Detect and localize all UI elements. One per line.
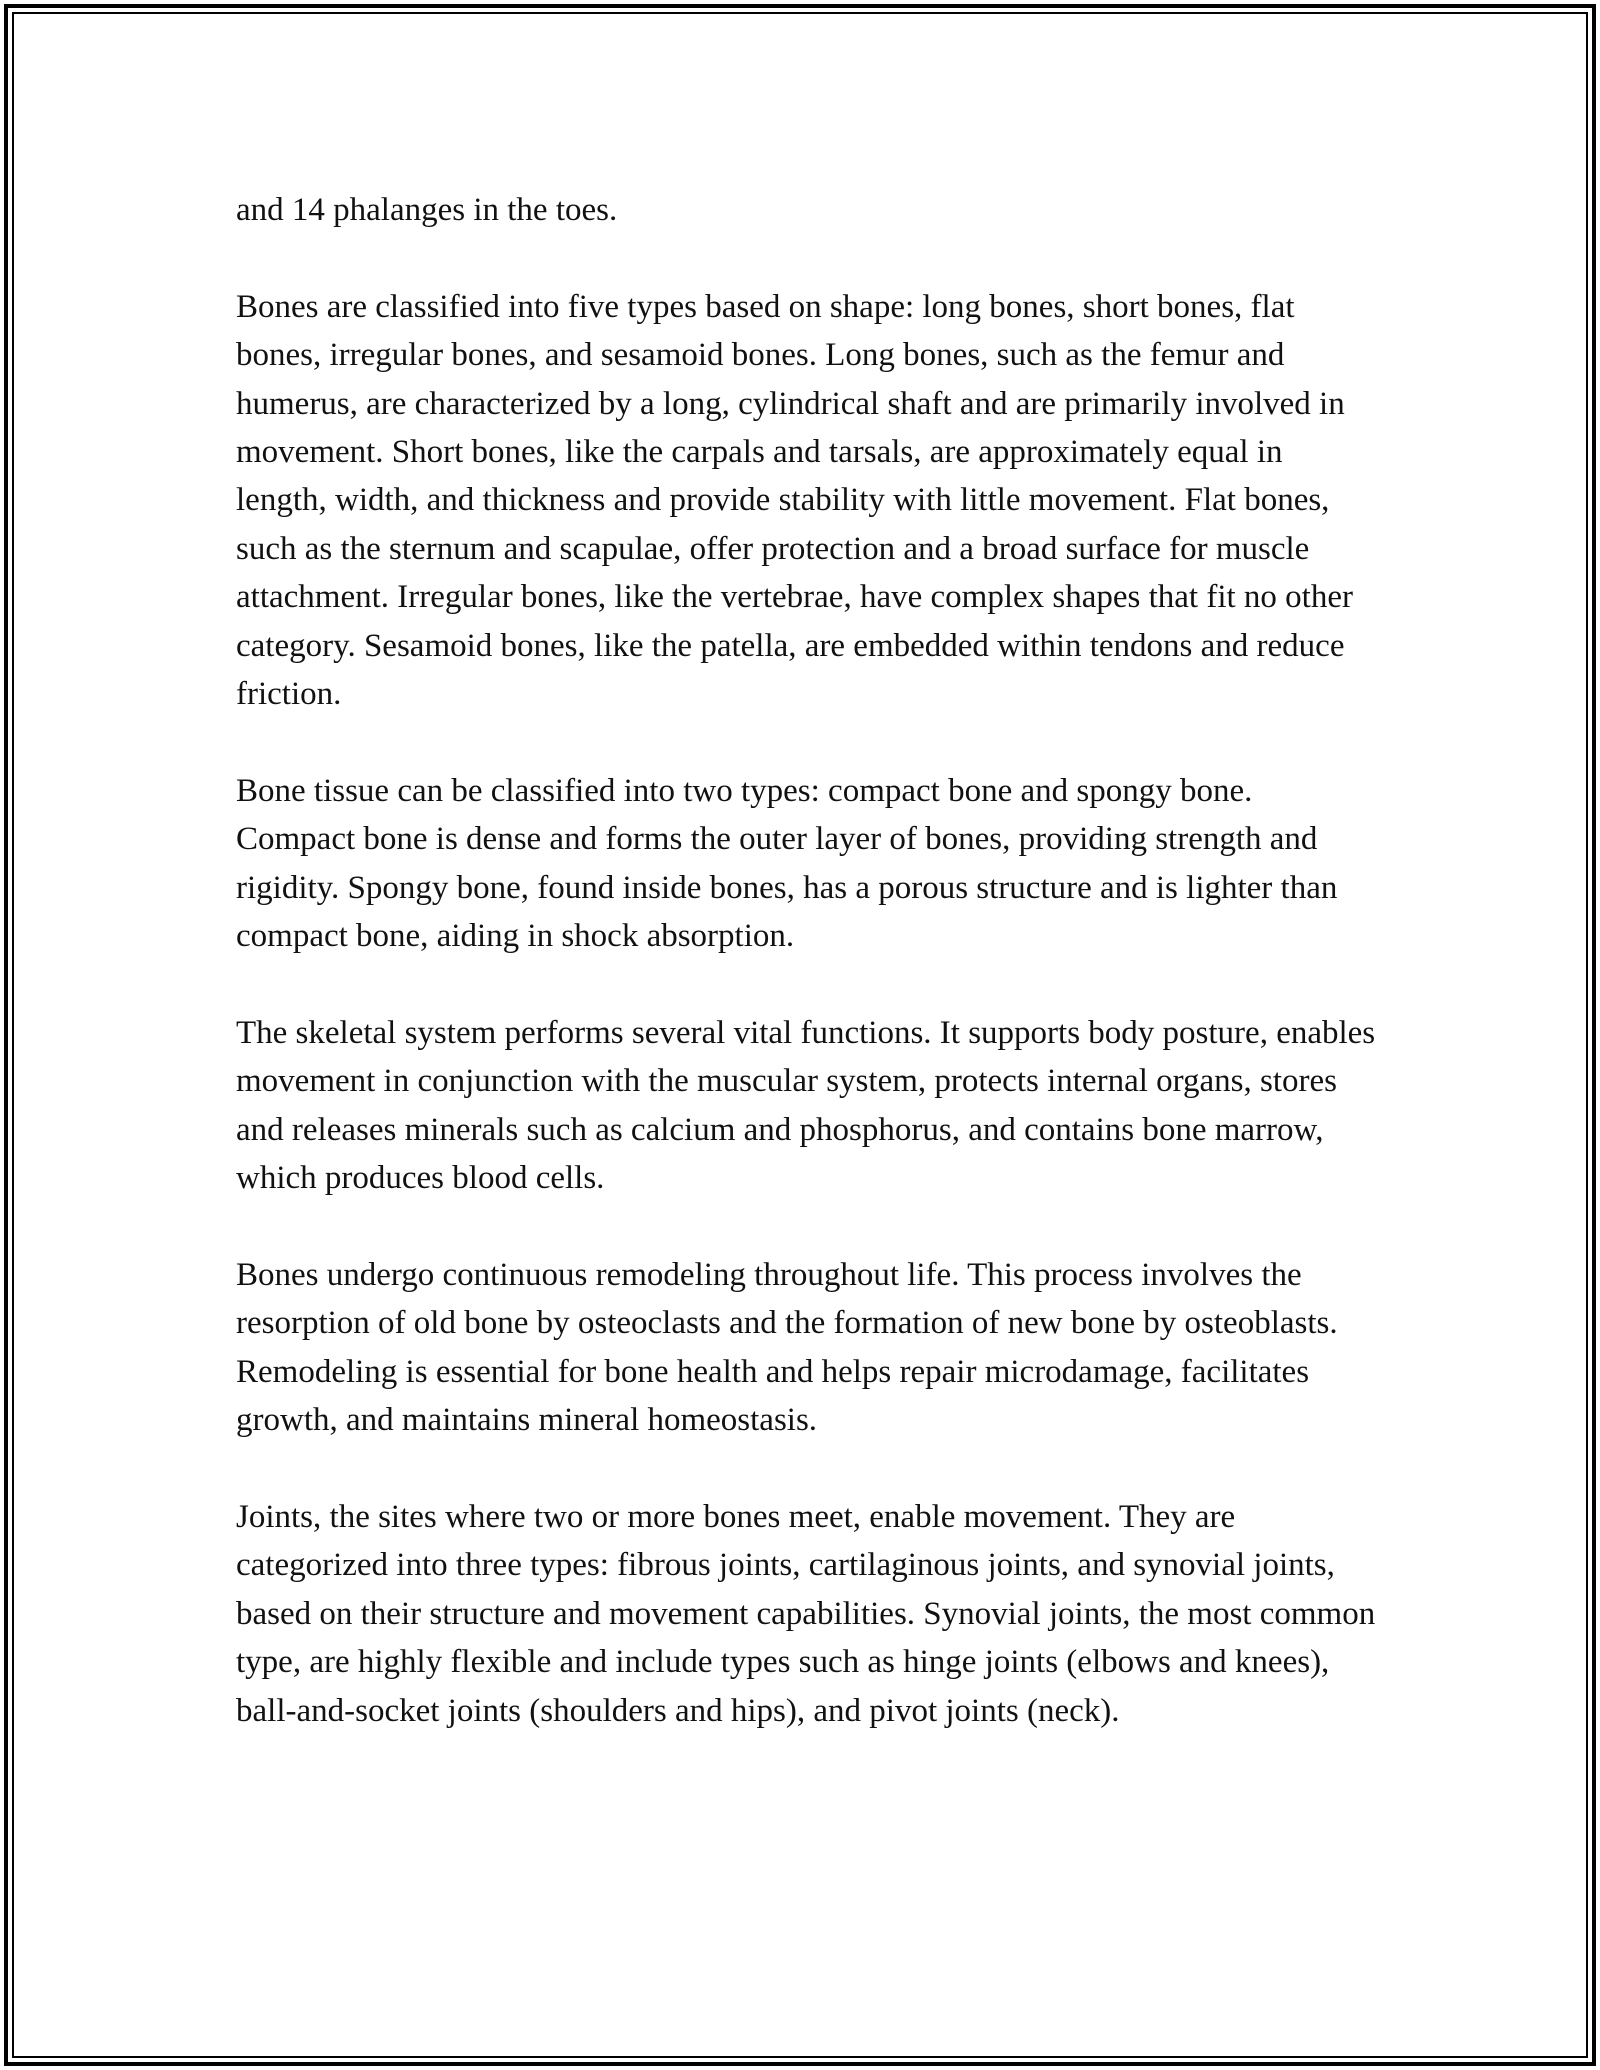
paragraph-bone-shapes: Bones are classified into five types based on shape: long bones, short bones, flat bones, irregular bones, and sesamoid bones. Long bones, such as the femur and humerus, are characterized by a long, cylindrical shaft and are primarily involved in movement. Short bones, like the carpals and tarsals, are approximately equal in length, width, and thickness and provide stability with little movement. Flat bones, such as the sternum and scapulae, offer protection and a broad surface for muscle attachment. Irregular bones, like the vertebrae, have complex shapes that fit no other category. Sesamoid bones, like the patella, are embedded within tendons and reduce friction. [236,288,1353,713]
document-body [236,186,1376,1783]
paragraph-phalanges-continuation: and 14 phalanges in the toes. [236,192,618,228]
paragraph-bone-tissue: Bone tissue can be classified into two types: compact bone and spongy bone. Compact bone is dense and forms the outer layer of bones, providing strength and rigidity. Spongy bone, found inside bones, has a porous structure and is lighter than compact bone, aiding in shock absorption. [236,772,1338,955]
paragraph-joints: Joints, the sites where two or more bones meet, enable movement. They are categorized into three types: fibrous joints, cartilaginous joints, and synovial joints, based on their structure and movement capabilities. Synovial joints, the most common type, are highly flexible and include types such as hinge joints (elbows and knees), ball-and-socket joints (shoulders and hips), and pivot joints (neck). [236,1498,1376,1729]
paragraph-bone-remodeling: Bones undergo continuous remodeling throughout life. This process involves the resorption of old bone by osteoclasts and the formation of new bone by osteoblasts. Remodeling is essential for bone health and helps repair microdamage, facilitates growth, and maintains mineral homeostasis. [236,1256,1338,1439]
paragraph-skeletal-functions: The skeletal system performs several vital functions. It supports body posture, enables movement in conjunction with the muscular system, protects internal organs, stores and releases minerals such as calcium and phosphorus, and contains bone marrow, which produces blood cells. [236,1014,1376,1197]
